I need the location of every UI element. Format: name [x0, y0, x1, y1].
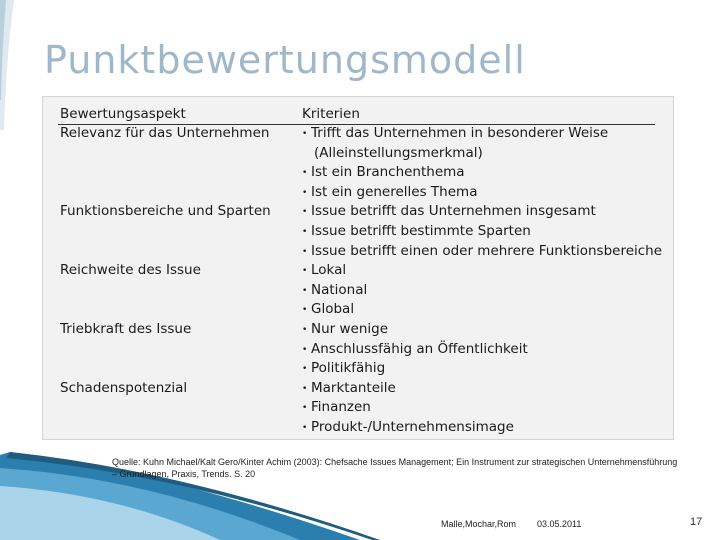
bullet-icon: •: [302, 364, 308, 375]
bullet-icon: •: [302, 403, 308, 414]
criterion-text: Politikfähig: [311, 360, 386, 377]
source-caption: Quelle: Kuhn Michael/Kalt Gero/Kinter Achim (2003): Chefsache Issues Management; Ein Instrument zur strategischen Unternehmensführung – Grundlagen, Praxis, Trends. S. 20: [112, 457, 678, 479]
criterion-cell: [302, 398, 371, 418]
criterion-cell: [302, 300, 354, 320]
criterion-text: Trifft das Unternehmen in besonderer Weise: [311, 125, 609, 141]
bullet-icon: •: [302, 246, 308, 257]
criterion-text: Finanzen: [311, 399, 371, 416]
page-number: 17: [690, 516, 703, 528]
criterion-cell: [302, 340, 528, 360]
criterion-text: Produkt-/Unternehmensimage: [311, 419, 514, 435]
criterion-cell: [302, 183, 477, 203]
criterion-text: Issue betrifft bestimmte Sparten: [311, 223, 531, 239]
criterion-cell: [302, 359, 385, 379]
criterion-text: Ist ein generelles Thema: [311, 183, 478, 200]
bullet-icon: •: [302, 227, 308, 237]
bullet-icon: •: [302, 285, 308, 296]
aspect-cell: Reichweite des Issue: [60, 262, 201, 279]
criterion-text: Lokal: [311, 262, 347, 279]
criteria-table: [42, 96, 674, 440]
bullet-icon: •: [302, 266, 308, 277]
criterion-text: Marktanteile: [311, 379, 396, 396]
criterion-cell: [302, 261, 346, 281]
criterion-cell: [302, 379, 396, 399]
criterion-cell: [302, 222, 531, 242]
criterion-cell: [302, 163, 465, 183]
aspect-cell: Relevanz für das Unternehmen: [60, 125, 270, 141]
bullet-icon: •: [302, 187, 308, 198]
criterion-text: National: [311, 281, 368, 298]
aspect-cell: Schadenspotenzial: [60, 379, 188, 396]
slide-title: Punktbewertungsmodell: [44, 38, 526, 82]
aspect-cell: Triebkraft des Issue: [60, 321, 192, 337]
criterion-cell: [302, 418, 514, 438]
bullet-icon: •: [302, 207, 308, 218]
bullet-icon: •: [302, 305, 308, 316]
criterion-cell: [302, 144, 483, 164]
bullet-icon: •: [302, 344, 308, 355]
footer-date: 03.05.2011: [537, 519, 582, 529]
criterion-text: Issue betrifft einen oder mehrere Funktionsbereiche: [311, 242, 663, 259]
criterion-cell: [302, 242, 662, 262]
aspect-cell: Funktionsbereiche und Sparten: [60, 203, 271, 220]
criterion-text: Issue betrifft das Unternehmen insgesamt: [311, 203, 596, 220]
criterion-cell: [302, 281, 367, 301]
bullet-icon: •: [302, 423, 308, 433]
criterion-cell: [302, 202, 596, 222]
bullet-icon: •: [302, 383, 308, 394]
bullet-icon: •: [302, 325, 308, 335]
criterion-text: Anschlussfähig an Öffentlichkeit: [311, 340, 528, 357]
criterion-text: Global: [311, 301, 355, 318]
header-criteria: Kriterien: [302, 106, 360, 122]
criterion-cell: [302, 124, 608, 144]
criterion-cell: [302, 320, 388, 340]
bullet-icon: •: [302, 129, 308, 139]
criterion-text: Ist ein Branchenthema: [311, 164, 465, 181]
footer-authors: Malle,Mochar,Rom: [441, 519, 517, 529]
bullet-icon: •: [302, 168, 308, 179]
criterion-text: Nur wenige: [311, 321, 389, 337]
header-aspect: Bewertungsaspekt: [60, 106, 186, 122]
criterion-text: (Alleinstellungsmerkmal): [314, 144, 483, 161]
